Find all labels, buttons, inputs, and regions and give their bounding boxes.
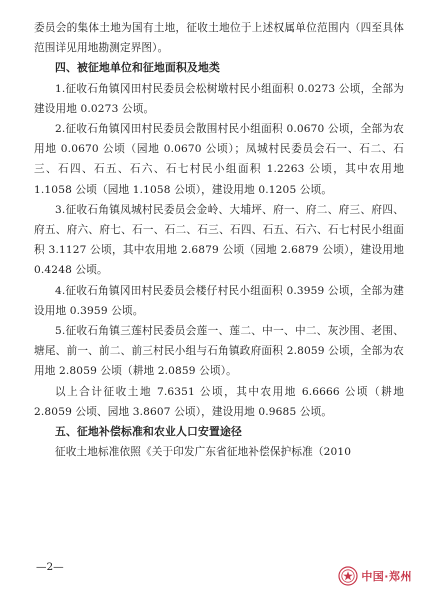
body-paragraph: 2.征收石角镇冈田村民委员会散围村民小组面积 0.0670 公顷，全部为农用地 0.0670 公顷（园地 0.0670 公顷）；凤城村民委员会石一、石二、石三、石四、石五、石六、石七村民小组面积 1.2263 公顷，其中农用地 1.1058 公顷（园地 1.1058 公顷），建设用地 0.1205 公顷。 <box>34 123 404 196</box>
section-heading: 五、征地补偿标准和农业人口安置途径 <box>55 425 242 439</box>
body-paragraph: 1.征收石角镇冈田村民委员会松树墩村民小组面积 0.0273 公顷，全部为建设用地 0.0273 公顷。 <box>34 82 404 115</box>
body-paragraph: 4.征收石角镇冈田村民委员会楼仔村民小组面积 0.3959 公顷，全部为建设用地 0.3959 公顷。 <box>34 284 404 317</box>
body-paragraph: 3.征收石角镇凤城村民委员会金岭、大埔坪、府一、府二、府三、府四、府五、府六、府七、石一、石二、石三、石四、石五、石六、石七村民小组面积 3.1127 公顷，其中农用地 2.6879 公顷（园地 2.6879 公顷），建设用地 0.4248 公顷。 <box>34 203 404 277</box>
body-paragraph: 5.征收石角镇三莲村民委员会莲一、莲二、中一、中二、灰沙围、老围、塘尾、前一、前二、前三村民小组与石角镇政府面积 2.8059 公顷，全部为农用地 2.8059 公顷（耕地 2.0859 公顷）。 <box>34 325 404 378</box>
document-body <box>34 18 404 462</box>
body-paragraph: 委员会的集体土地为国有土地，征收土地位于上述权属单位范围内（四至具体范围详见用地勘测定界图）。 <box>34 22 404 55</box>
page-number: —2— <box>36 561 64 573</box>
watermark <box>338 566 412 586</box>
body-paragraph: 以上合计征收土地 7.6351 公顷，其中农用地 6.6666 公顷（耕地 2.8059 公顷、园地 3.8607 公顷），建设用地 0.9685 公顷。 <box>34 385 404 418</box>
seal-icon <box>338 566 358 586</box>
body-paragraph: 征收土地标准依照《关于印发广东省征地补偿保护标准（2010 <box>55 446 352 459</box>
watermark-text: 中国·郑州 <box>361 570 412 583</box>
section-heading: 四、被征地单位和征地面积及地类 <box>55 61 220 75</box>
